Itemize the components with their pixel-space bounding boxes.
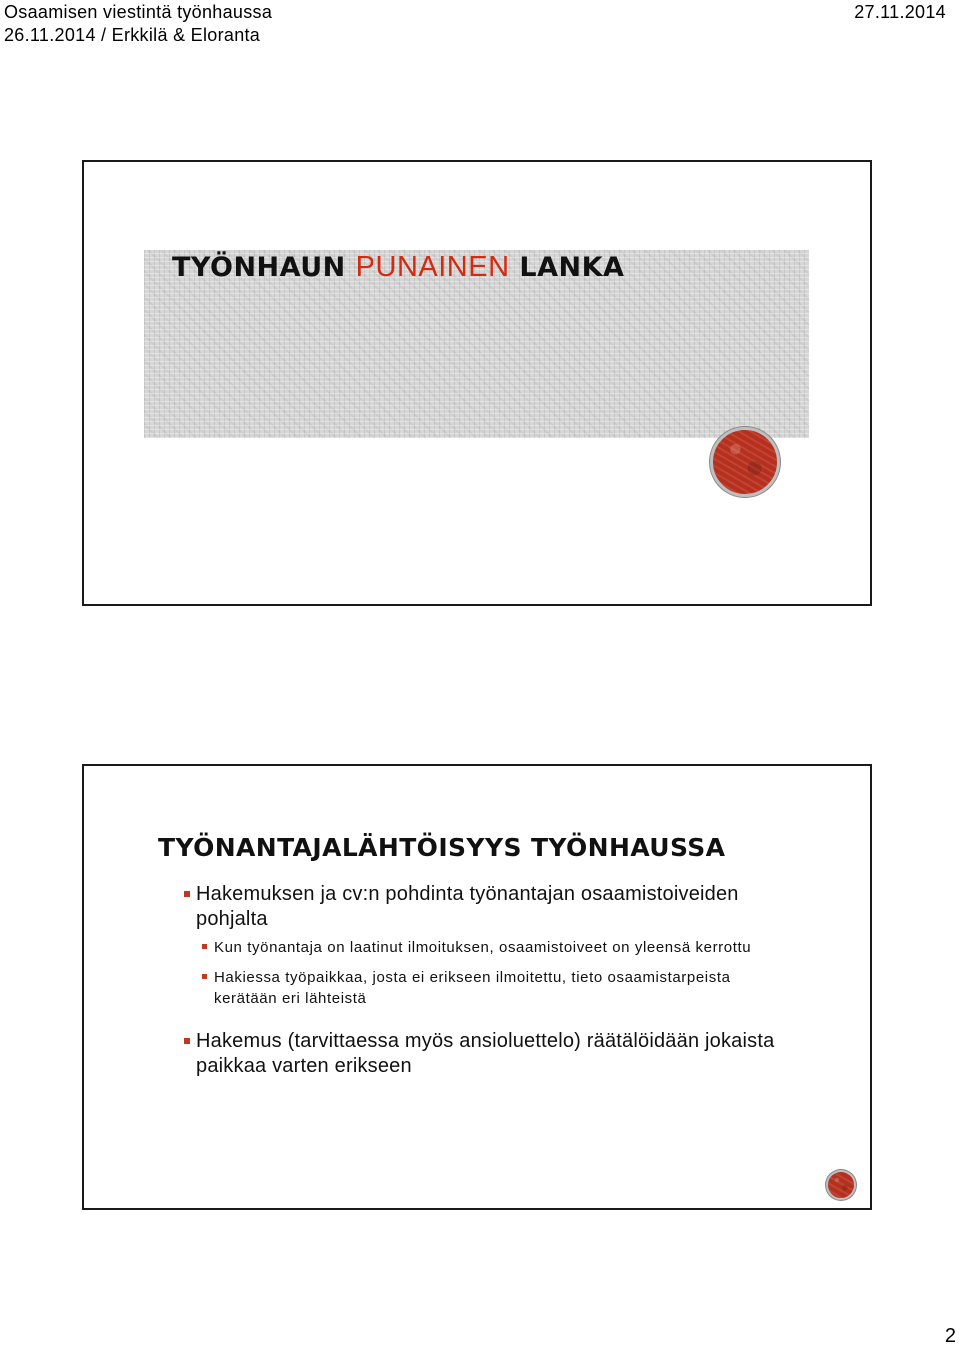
sub-bullet-item: Hakiessa työpaikkaa, josta ei erikseen ilmoitettu, tieto osaamistarpeista kerätään eri lähteistä (202, 967, 784, 1009)
red-circle-decoration (826, 1170, 856, 1200)
bullet-list (184, 882, 784, 1079)
document-meta-line: 26.11.2014 / Erkkilä & Eloranta (4, 25, 261, 45)
document-course-title: Osaamisen viestintä työnhaussa (4, 2, 273, 22)
slide-2 (82, 764, 872, 1210)
bullet-item: Hakemus (tarvittaessa myös ansioluettelo) räätälöidään jokaista paikkaa varten erikseen (184, 1029, 784, 1079)
page-number: 2 (944, 1325, 956, 1347)
red-circle-decoration (710, 427, 780, 497)
document-date: 27.11.2014 (854, 2, 946, 22)
title-part-punainen: PUNAINEN (355, 251, 510, 283)
sub-bullet-item: Kun työnantaja on laatinut ilmoituksen, osaamistoiveet on yleensä kerrottu (202, 937, 784, 958)
bullet-item: Hakemuksen ja cv:n pohdinta työnantajan osaamistoiveiden pohjalta (184, 882, 784, 932)
title-part-lanka: LANKA (519, 252, 625, 283)
slide-1-title (172, 250, 624, 285)
slide-2-title: TYÖNANTAJALÄHTÖISYYS TYÖNHAUSSA (158, 833, 726, 862)
title-part-tyonhaun: TYÖNHAUN (172, 252, 346, 283)
slide-1 (82, 160, 872, 606)
